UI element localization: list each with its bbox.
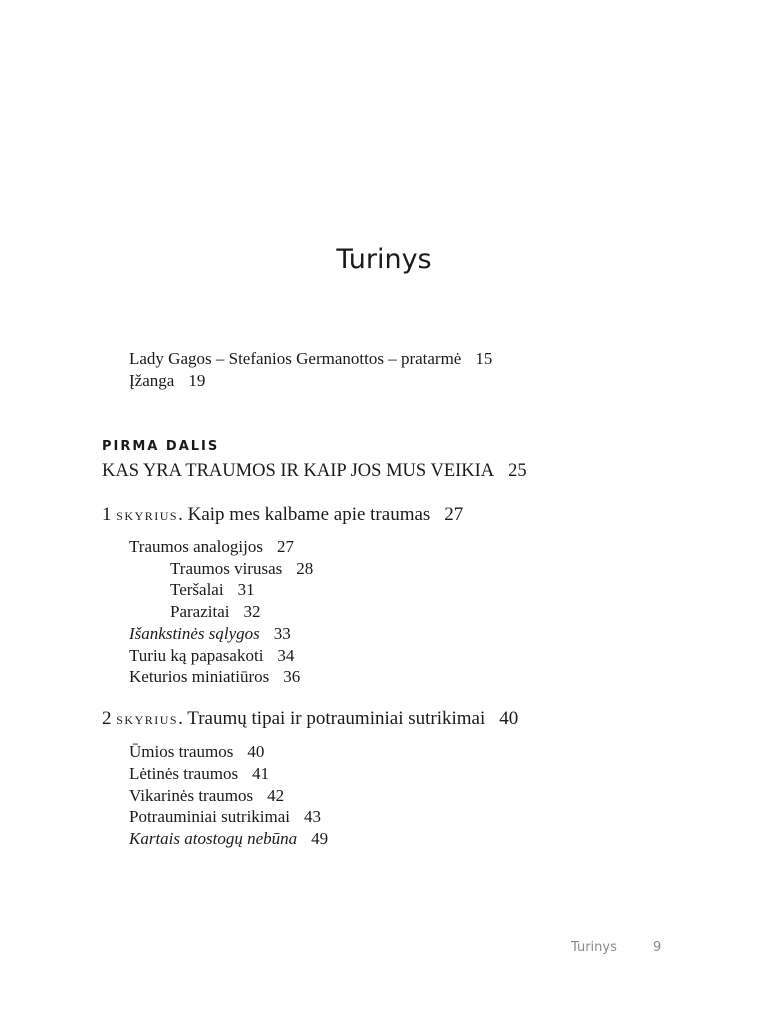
page-title: Turinys: [336, 244, 432, 276]
toc-entry-page: 40: [247, 742, 265, 761]
toc-entry-label: Įžanga: [129, 371, 175, 390]
toc-entry: [129, 624, 291, 644]
toc-entry-label: Vikarinės traumos: [129, 786, 254, 805]
toc-entry-page: 41: [252, 764, 270, 783]
toc-entry-label: Traumos analogijos: [129, 537, 263, 556]
toc-entry-page: 32: [243, 602, 261, 621]
page-number: 9: [653, 940, 662, 955]
chapter-page: 27: [444, 504, 464, 525]
chapter-number: 2: [102, 708, 112, 729]
toc-entry-page: 42: [267, 786, 285, 805]
toc-entry-label: Lėtinės traumos: [129, 764, 239, 783]
toc-entry-label: Ūmios traumos: [129, 742, 234, 761]
toc-entry: [129, 742, 264, 762]
toc-entry-page: 19: [188, 371, 206, 390]
toc-subentry: [170, 559, 313, 579]
toc-entry-label: Parazitai: [170, 602, 230, 621]
toc-entry-page: 27: [276, 537, 294, 556]
toc-entry-page: 15: [475, 349, 493, 368]
toc-entry-page: 33: [273, 624, 291, 643]
toc-entry-page: 36: [283, 667, 301, 686]
running-head: Turinys: [571, 940, 617, 955]
toc-entry-page: 43: [304, 807, 322, 826]
toc-entry: [129, 764, 269, 784]
toc-entry-label: Potrauminiai sutrikimai: [129, 807, 291, 826]
toc-entry-page: 49: [311, 829, 329, 848]
toc-entry-label: Keturios miniatiūros: [129, 667, 270, 686]
toc-entry-introduction: [129, 371, 205, 391]
toc-entry-label: Kartais atostogų nebūna: [129, 829, 298, 848]
chapter-word: skyrius: [116, 505, 179, 524]
chapter-1-heading: 1 skyrius. Kaip mes kalbame apie traumas 27: [102, 504, 464, 525]
toc-entry-label: Traumos virusas: [170, 559, 283, 578]
chapter-title: Kaip mes kalbame apie traumas: [187, 504, 431, 525]
part-label: PIRMA DALIS: [102, 439, 220, 454]
toc-subentry: [170, 602, 260, 622]
toc-entry: [129, 829, 328, 849]
toc-entry: [129, 667, 300, 687]
toc-entry: [129, 537, 294, 557]
toc-entry-page: 34: [277, 646, 295, 665]
toc-entry: [129, 786, 284, 806]
chapter-2-heading: 2 skyrius. Traumų tipai ir potrauminiai sutrikimai 40: [102, 708, 519, 729]
toc-entry: [129, 807, 321, 827]
toc-entry-page: 28: [296, 559, 314, 578]
chapter-number: 1: [102, 504, 112, 525]
chapter-page: 40: [499, 708, 519, 729]
part-title-text: KAS YRA TRAUMOS IR KAIP JOS MUS VEIKIA: [102, 461, 495, 481]
chapter-word: skyrius: [116, 709, 179, 728]
toc-entry: [129, 646, 294, 666]
chapter-title: Traumų tipai ir potrauminiai sutrikimai: [187, 708, 486, 729]
toc-entry-label: Išankstinės sąlygos: [129, 624, 260, 643]
toc-subentry: [170, 580, 255, 600]
toc-entry-label: Teršalai: [170, 580, 224, 599]
toc-entry-page: 31: [237, 580, 255, 599]
part-title: [102, 461, 527, 482]
toc-entry-label: Lady Gagos – Stefanios Germanottos – pratarmė: [129, 349, 462, 368]
part-page: 25: [508, 461, 527, 481]
toc-entry-foreword: [129, 349, 492, 369]
toc-entry-label: Turiu ką papasakoti: [129, 646, 264, 665]
